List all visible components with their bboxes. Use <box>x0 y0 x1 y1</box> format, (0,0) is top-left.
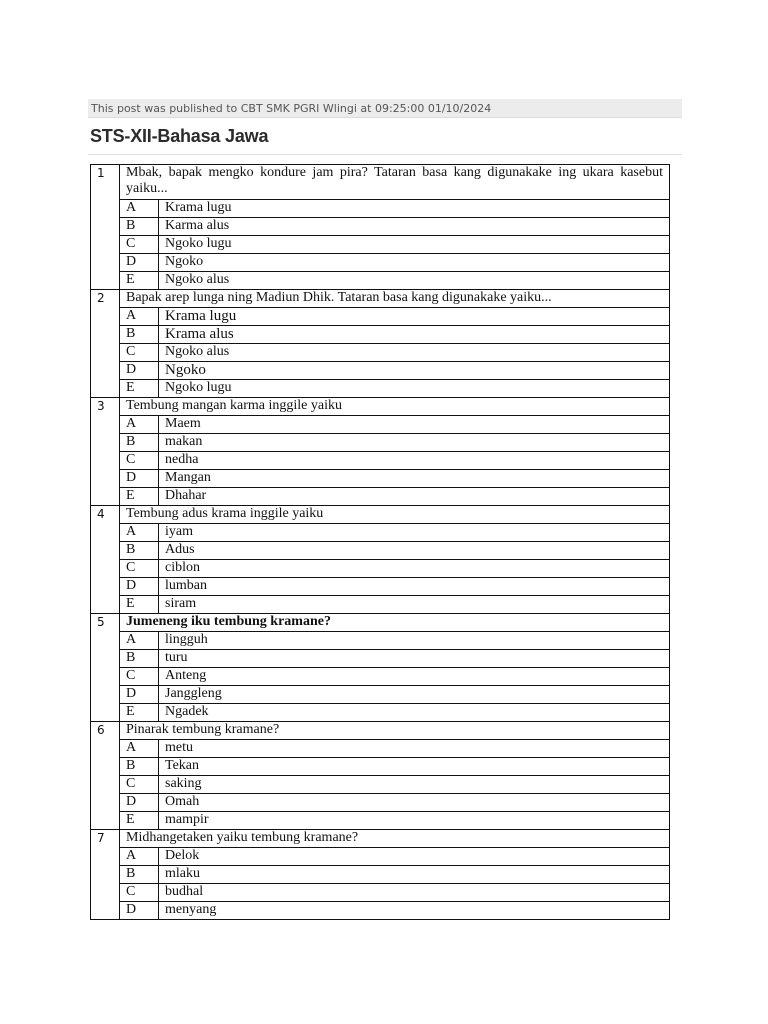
option-letter: A <box>120 308 159 326</box>
option-letter: C <box>120 344 159 362</box>
publish-info-banner: This post was published to CBT SMK PGRI Wlingi at 09:25:00 01/10/2024 <box>88 99 682 118</box>
option-letter: B <box>120 434 159 452</box>
option-row <box>91 326 670 344</box>
option-letter: E <box>120 488 159 506</box>
question-number: 1 <box>91 165 120 290</box>
option-text: Janggleng <box>159 686 670 704</box>
option-letter: A <box>120 740 159 758</box>
option-row <box>91 794 670 812</box>
option-text: Ngoko alus <box>159 344 670 362</box>
option-text: lingguh <box>159 632 670 650</box>
question-row <box>91 722 670 740</box>
option-text: Anteng <box>159 668 670 686</box>
option-row <box>91 632 670 650</box>
option-row <box>91 542 670 560</box>
option-letter: C <box>120 776 159 794</box>
option-row <box>91 578 670 596</box>
option-row <box>91 848 670 866</box>
option-letter: A <box>120 416 159 434</box>
option-row <box>91 758 670 776</box>
option-letter: C <box>120 668 159 686</box>
option-text: mampir <box>159 812 670 830</box>
question-text: Midhangetaken yaiku tembung kramane? <box>120 830 670 848</box>
option-letter: E <box>120 704 159 722</box>
question-row <box>91 165 670 200</box>
option-text: Adus <box>159 542 670 560</box>
option-row <box>91 686 670 704</box>
option-letter: C <box>120 884 159 902</box>
question-row <box>91 290 670 308</box>
option-letter: B <box>120 758 159 776</box>
option-letter: A <box>120 632 159 650</box>
option-row <box>91 362 670 380</box>
option-letter: B <box>120 542 159 560</box>
question-number: 5 <box>91 614 120 722</box>
option-row <box>91 866 670 884</box>
option-text: ciblon <box>159 560 670 578</box>
option-text: lumban <box>159 578 670 596</box>
option-text: mlaku <box>159 866 670 884</box>
option-letter: E <box>120 596 159 614</box>
question-row <box>91 398 670 416</box>
option-text: Ngoko lugu <box>159 380 670 398</box>
option-text: menyang <box>159 902 670 920</box>
question-number: 6 <box>91 722 120 830</box>
option-row <box>91 344 670 362</box>
option-row <box>91 308 670 326</box>
option-letter: D <box>120 470 159 488</box>
option-row <box>91 254 670 272</box>
option-row <box>91 704 670 722</box>
question-row <box>91 614 670 632</box>
question-row <box>91 506 670 524</box>
option-row <box>91 218 670 236</box>
option-text: Ngoko lugu <box>159 236 670 254</box>
question-row <box>91 830 670 848</box>
option-letter: B <box>120 218 159 236</box>
option-row <box>91 380 670 398</box>
option-row <box>91 452 670 470</box>
question-text: Pinarak tembung kramane? <box>120 722 670 740</box>
option-text: Krama alus <box>159 326 670 344</box>
question-number: 4 <box>91 506 120 614</box>
option-letter: B <box>120 866 159 884</box>
option-row <box>91 884 670 902</box>
option-letter: C <box>120 236 159 254</box>
option-text: Mangan <box>159 470 670 488</box>
option-row <box>91 272 670 290</box>
option-text: Karma alus <box>159 218 670 236</box>
option-letter: B <box>120 326 159 344</box>
question-number: 7 <box>91 830 120 920</box>
option-letter: A <box>120 848 159 866</box>
option-text: Tekan <box>159 758 670 776</box>
option-row <box>91 560 670 578</box>
question-text: Tembung adus krama inggile yaiku <box>120 506 670 524</box>
page-title: STS-XII-Bahasa Jawa <box>90 126 269 146</box>
quiz-table <box>90 164 670 920</box>
option-row <box>91 812 670 830</box>
option-text: budhal <box>159 884 670 902</box>
option-text: Omah <box>159 794 670 812</box>
option-text: Ngadek <box>159 704 670 722</box>
option-letter: D <box>120 362 159 380</box>
option-text: Dhahar <box>159 488 670 506</box>
option-row <box>91 740 670 758</box>
option-letter: E <box>120 380 159 398</box>
option-row <box>91 434 670 452</box>
option-letter: E <box>120 272 159 290</box>
option-letter: D <box>120 902 159 920</box>
question-number: 2 <box>91 290 120 398</box>
option-text: metu <box>159 740 670 758</box>
option-text: turu <box>159 650 670 668</box>
option-text: nedha <box>159 452 670 470</box>
option-text: Delok <box>159 848 670 866</box>
option-letter: B <box>120 650 159 668</box>
option-letter: D <box>120 254 159 272</box>
option-row <box>91 416 670 434</box>
option-row <box>91 650 670 668</box>
option-row <box>91 668 670 686</box>
option-text: Maem <box>159 416 670 434</box>
option-letter: A <box>120 524 159 542</box>
option-text: siram <box>159 596 670 614</box>
option-text: Ngoko <box>159 362 670 380</box>
option-text: Ngoko alus <box>159 272 670 290</box>
option-letter: D <box>120 794 159 812</box>
option-text: Krama lugu <box>159 308 670 326</box>
question-text: Jumeneng iku tembung kramane? <box>120 614 670 632</box>
option-letter: D <box>120 686 159 704</box>
option-letter: A <box>120 200 159 218</box>
option-row <box>91 596 670 614</box>
option-row <box>91 470 670 488</box>
option-letter: E <box>120 812 159 830</box>
option-text: Krama lugu <box>159 200 670 218</box>
title-divider <box>88 154 682 155</box>
option-text: makan <box>159 434 670 452</box>
option-row <box>91 776 670 794</box>
question-number: 3 <box>91 398 120 506</box>
option-row <box>91 902 670 920</box>
option-row <box>91 200 670 218</box>
question-text: Tembung mangan karma inggile yaiku <box>120 398 670 416</box>
option-text: iyam <box>159 524 670 542</box>
option-letter: C <box>120 452 159 470</box>
question-text: Mbak, bapak mengko kondure jam pira? Tataran basa kang digunakake ing ukara kasebut yaiku... <box>120 165 670 200</box>
option-row <box>91 236 670 254</box>
option-row <box>91 488 670 506</box>
option-letter: D <box>120 578 159 596</box>
option-letter: C <box>120 560 159 578</box>
option-text: saking <box>159 776 670 794</box>
option-text: Ngoko <box>159 254 670 272</box>
option-row <box>91 524 670 542</box>
question-text: Bapak arep lunga ning Madiun Dhik. Tataran basa kang digunakake yaiku... <box>120 290 670 308</box>
